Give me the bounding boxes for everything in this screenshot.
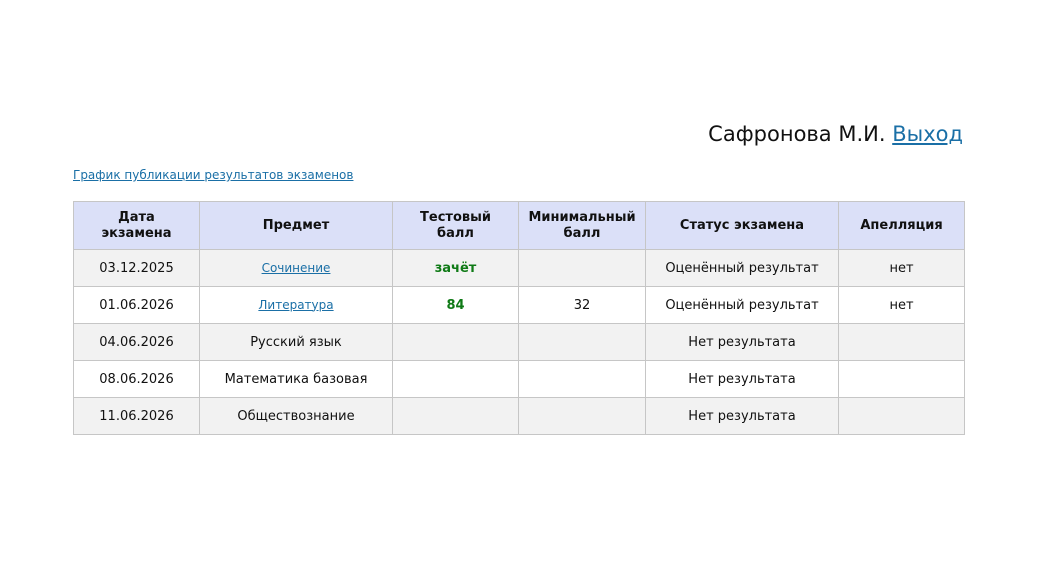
cell-status: Оценённый результат: [646, 250, 839, 287]
cell-test-score: [393, 361, 519, 398]
cell-subject: [200, 250, 393, 287]
cell-min-score: [519, 398, 646, 435]
cell-date: 03.12.2025: [74, 250, 200, 287]
cell-subject: Обществознание: [200, 398, 393, 435]
cell-subject: [200, 287, 393, 324]
cell-min-score: [519, 250, 646, 287]
cell-subject: Русский язык: [200, 324, 393, 361]
user-name: Сафронова М.И.: [708, 122, 886, 146]
test-score-value: 84: [446, 297, 465, 313]
header-status: Статус экзамена: [646, 202, 839, 250]
cell-test-score: [393, 287, 519, 324]
cell-appeal: нет: [839, 250, 965, 287]
header-date: Дата экзамена: [74, 202, 200, 250]
cell-status: Нет результата: [646, 324, 839, 361]
header-subject: Предмет: [200, 202, 393, 250]
cell-status: Оценённый результат: [646, 287, 839, 324]
cell-status: Нет результата: [646, 361, 839, 398]
table-row: [74, 250, 965, 287]
test-score-value: зачёт: [434, 260, 477, 276]
cell-date: 11.06.2026: [74, 398, 200, 435]
table-header-row: [74, 202, 965, 250]
logout-link[interactable]: Выход: [892, 122, 963, 146]
user-bar: [708, 120, 963, 148]
table-row: [74, 287, 965, 324]
cell-appeal: [839, 398, 965, 435]
results-schedule-link-label: График публикации результатов экзаменов: [73, 168, 354, 182]
cell-test-score: [393, 250, 519, 287]
cell-status: Нет результата: [646, 398, 839, 435]
cell-test-score: [393, 398, 519, 435]
cell-min-score: 32: [519, 287, 646, 324]
cell-test-score: [393, 324, 519, 361]
cell-subject: Математика базовая: [200, 361, 393, 398]
table-row: [74, 324, 965, 361]
cell-date: 04.06.2026: [74, 324, 200, 361]
cell-min-score: [519, 361, 646, 398]
cell-appeal: нет: [839, 287, 965, 324]
table-row: [74, 398, 965, 435]
table-row: [74, 361, 965, 398]
subject-link-literature[interactable]: Литература: [258, 297, 334, 312]
cell-date: 08.06.2026: [74, 361, 200, 398]
cell-date: 01.06.2026: [74, 287, 200, 324]
cell-min-score: [519, 324, 646, 361]
header-min-score: Минимальный балл: [519, 202, 646, 250]
cell-appeal: [839, 324, 965, 361]
header-test-score: Тестовый балл: [393, 202, 519, 250]
results-schedule-link[interactable]: [73, 167, 353, 183]
subject-link-essay[interactable]: Сочинение: [261, 260, 331, 275]
cell-appeal: [839, 361, 965, 398]
exam-results-table: [73, 201, 965, 435]
header-appeal: Апелляция: [839, 202, 965, 250]
